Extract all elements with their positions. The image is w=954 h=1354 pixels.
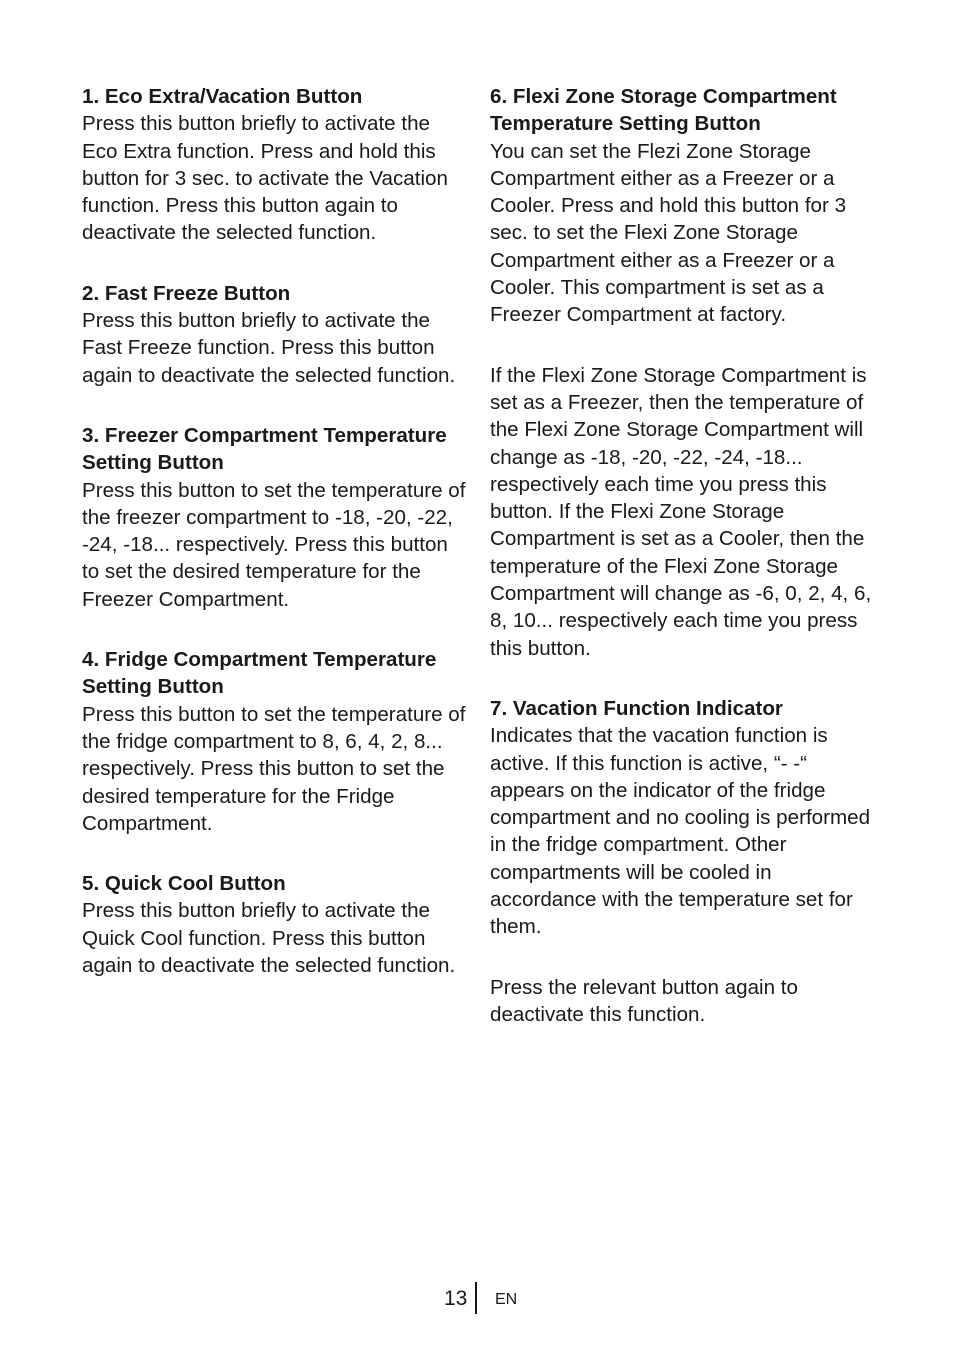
section-paragraph: You can set the Flezi Zone Storage Compartment either as a Freezer or a Cooler. Press and hold this button for 3 sec. to set the Flexi Zone Storage Compartment either as a Freezer or a Cooler. This compartment is set as a Freezer Compartment at factory. [490,139,847,327]
section-heading: 2. Fast Freeze Button [82,281,291,305]
left-column [82,83,470,1012]
section-heading: 3. Freezer Compartment Temperature Setting Button [82,423,447,475]
section-body: Press this button briefly to activate the Eco Extra function. Press and hold this button for 3 sec. to activate the Vacation function. Press this button again to deactivate the selected function. [82,112,448,245]
section-eco-extra-vacation-button [82,83,470,247]
section-body: Press this button briefly to activate the Quick Cool function. Press this button again to deactivate the selected function. [82,899,456,978]
section-heading: 4. Fridge Compartment Temperature Setting Button [82,648,437,699]
section-heading: 6. Flexi Zone Storage Compartment Temperature Setting Button [490,85,837,136]
section-paragraph: Press the relevant button again to deactivate this function. [490,975,798,1026]
section-heading: 5. Quick Cool Button [82,872,286,896]
language-code: EN [495,1291,518,1308]
page-number: 13 [444,1287,468,1310]
section-fast-freeze-button [82,280,470,389]
right-column [490,83,880,1061]
section-heading: 7. Vacation Function Indicator [490,696,783,720]
section-flexi-zone-temperature-button [490,83,880,662]
section-paragraph: Indicates that the vacation function is active. If this function is active, “- -“ appears on the indicator of the fridge compartment and no cooling is performed in the fridge compartment. Other compartments will be cooled in accordance with the temperature set for them. [490,724,871,939]
section-heading: 1. Eco Extra/Vacation Button [82,85,363,108]
page-footer [0,1282,954,1316]
section-body: Press this button to set the temperature of the fridge compartment to 8, 6, 4, 2, 8... respectively. Press this button to set the desired temperature for the Fridge Compartment. [82,702,466,835]
section-freezer-temperature-button [82,422,470,613]
section-paragraph: If the Flexi Zone Storage Compartment is set as a Freezer, then the temperature of the Flexi Zone Storage Compartment will change as -18, -20, -22, -24, -18... respectively each time you press this button. If the Flexi Zone Storage Compartment is set as a Cooler, then the temperature of the Flexi Zone Storage Compartment will change as -6, 0, 2, 4, 6, 8, 10... respectively each time you press this button. [490,363,872,660]
section-fridge-temperature-button [82,646,470,837]
section-body: Press this button briefly to activate the Fast Freeze function. Press this button again to deactivate the selected function. [82,309,456,387]
section-quick-cool-button [82,870,470,979]
footer-divider [475,1282,477,1314]
section-body: Press this button to set the temperature of the freezer compartment to -18, -20, -22, -24, -18... respectively. Press this button to set the desired temperature for the Freezer Compartment. [82,478,466,611]
section-vacation-function-indicator [490,695,880,1028]
